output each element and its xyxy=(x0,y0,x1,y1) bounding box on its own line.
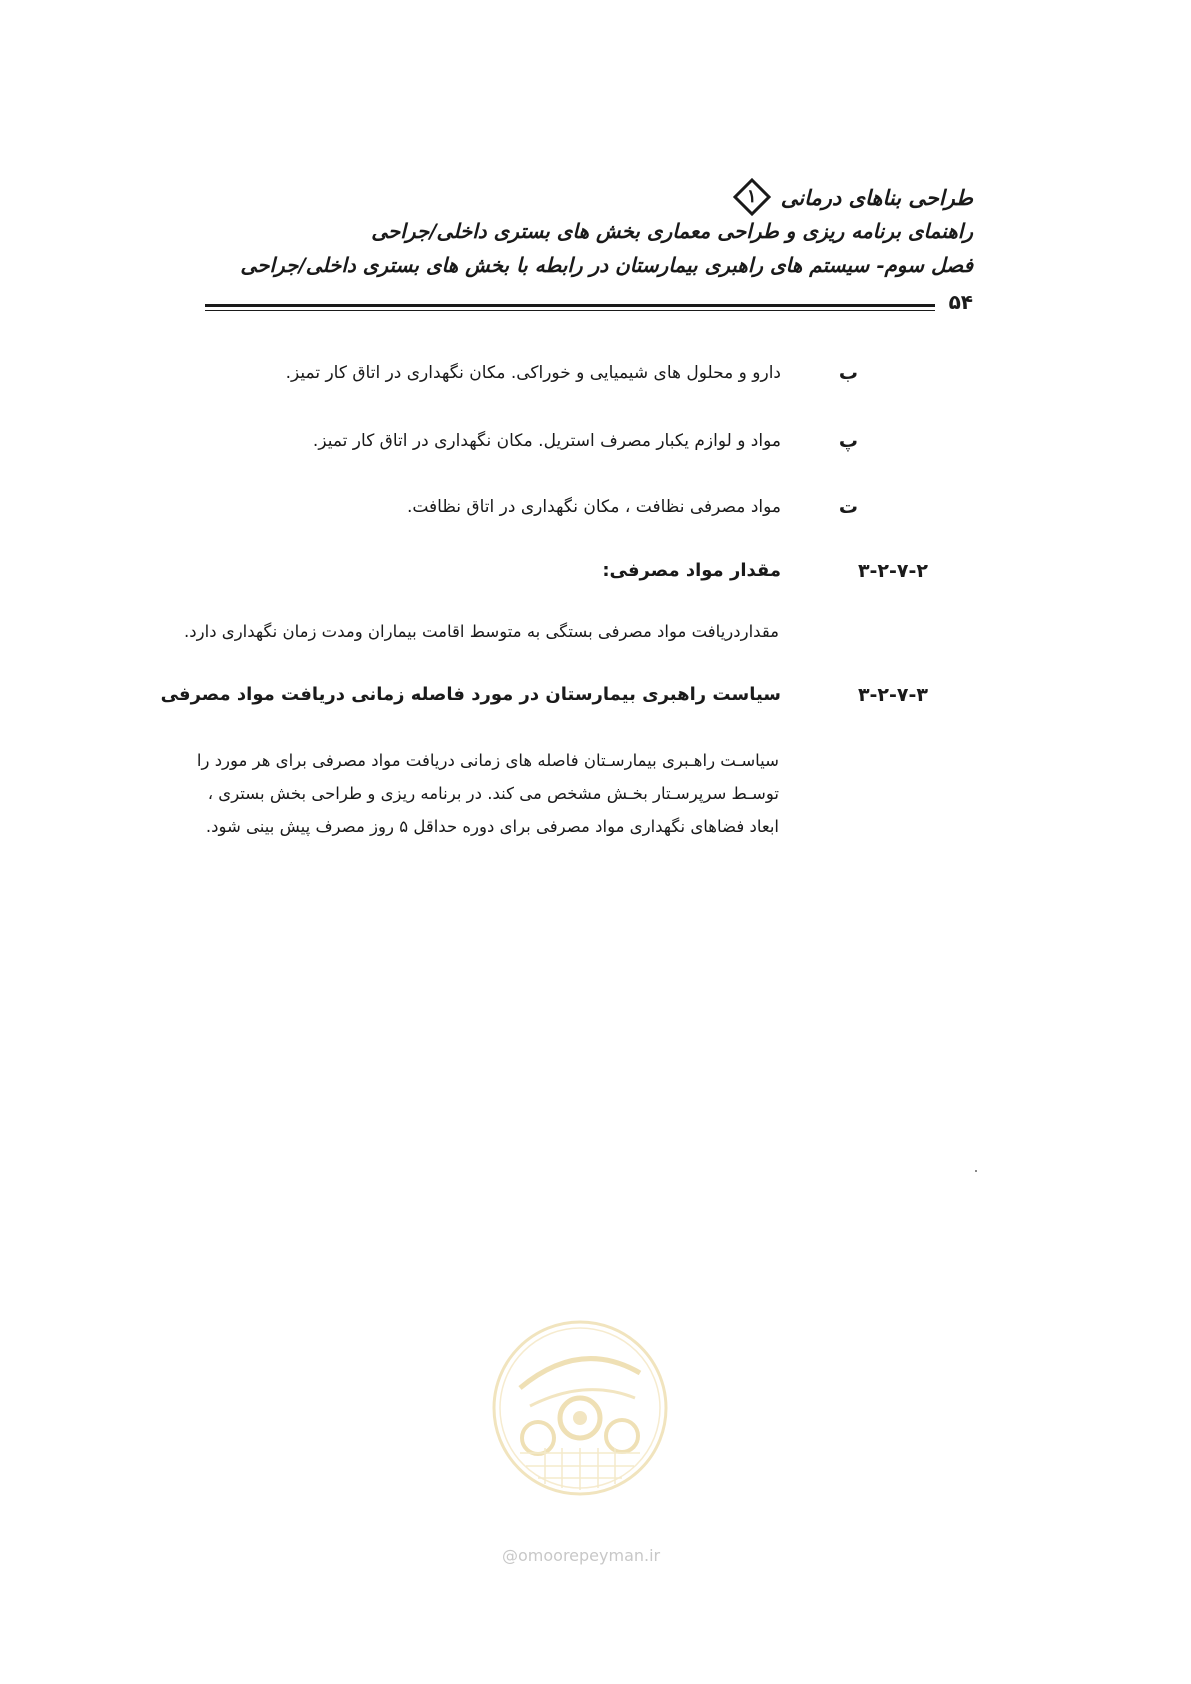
paragraph-line: سیاسـت راهـبری بیمارسـتان فاصله های زمانی دریافت مواد مصرفی برای هر مورد را xyxy=(196,751,779,770)
section-paragraph xyxy=(139,615,779,648)
section-number: ۳-۲-۷-۳ xyxy=(857,684,928,706)
header-rule-thin xyxy=(205,310,935,311)
list-item-letter: پ xyxy=(838,430,858,452)
list-item-letter: ت xyxy=(838,496,858,518)
stray-dot xyxy=(975,1170,977,1172)
paragraph-line: ابعاد فضاهای نگهداری مواد مصرفی برای دوره حداقل ۵ روز مصرف پیش بینی شود. xyxy=(205,817,779,836)
series-number-diamond-icon xyxy=(733,178,771,216)
list-item-text: دارو و محلول های شیمیایی و خوراکی. مکان نگهداری در اتاق کار تمیز. xyxy=(285,363,781,383)
running-header xyxy=(213,180,973,282)
page-number: ۵۴ xyxy=(948,290,973,314)
chapter-title: فصل سوم- سیستم های راهبری بیمارستان در رابطه با بخش های بستری داخلی/جراحی xyxy=(240,253,973,277)
watermark-url: @omoorepeyman.ir xyxy=(502,1546,661,1565)
book-title: راهنمای برنامه ریزی و طراحی معماری بخش های بستری داخلی/جراحی xyxy=(371,219,973,243)
section-title: سیاست راهبری بیمارستان در مورد فاصله زمانی دریافت مواد مصرفی xyxy=(160,684,781,705)
section-title: مقدار مواد مصرفی: xyxy=(602,560,781,581)
paragraph-line: توسـط سرپرسـتار بخـش مشخص می کند. در برنامه ریزی و طراحی بخش بستری ، xyxy=(207,784,779,803)
section-number: ۳-۲-۷-۲ xyxy=(857,560,928,582)
series-number: ۱ xyxy=(746,186,757,207)
paragraph-line: مقداردریافت مواد مصرفی بستگی به متوسط اقامت بیماران ومدت زمان نگهداری دارد. xyxy=(184,622,779,641)
watermark-logo-icon xyxy=(490,1318,670,1498)
header-rule-thick xyxy=(205,304,935,307)
series-line xyxy=(213,180,973,214)
list-item-letter: ب xyxy=(838,362,858,384)
list-item-text: مواد و لوازم یکبار مصرف استریل. مکان نگهداری در اتاق کار تمیز. xyxy=(312,431,781,451)
list-item-text: مواد مصرفی نظافت ، مکان نگهداری در اتاق نظافت. xyxy=(406,497,781,517)
series-title: طراحی بناهای درمانی xyxy=(780,184,973,210)
section-paragraph xyxy=(139,744,779,843)
